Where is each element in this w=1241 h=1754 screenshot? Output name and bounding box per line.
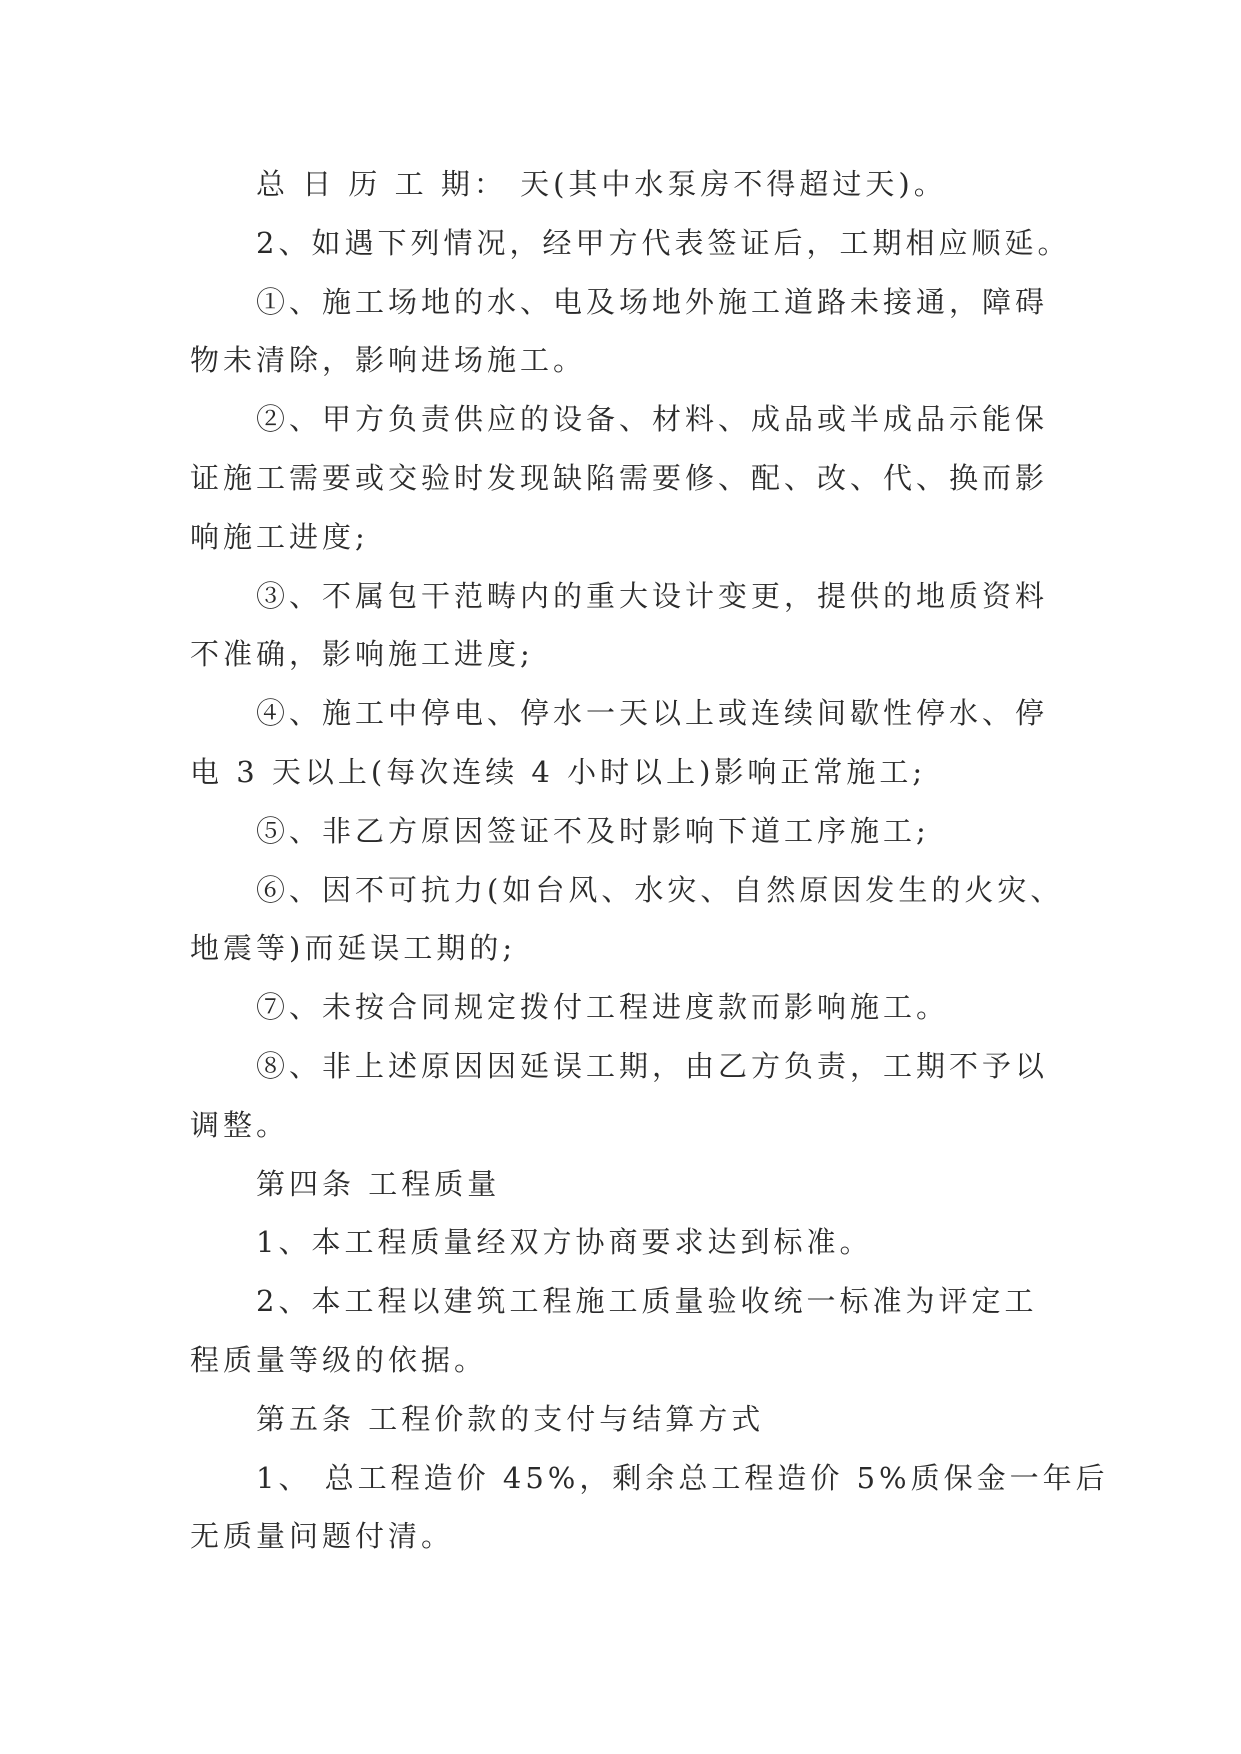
document-body: [190, 155, 1109, 1566]
text-line-item-5: ⑤、非乙方原因签证不及时影响下道工序施工;: [256, 813, 930, 848]
text-line-quality-2b: 程质量等级的依据。: [190, 1342, 488, 1377]
section-heading-article-5: 第五条 工程价款的支付与结算方式: [256, 1401, 765, 1436]
text-line-item-2b: 证施工需要或交验时发现缺陷需要修、配、改、代、换而影: [190, 460, 1049, 495]
text-line-payment-1b: 无质量问题付清。: [190, 1519, 455, 1554]
text-line-payment-1a: 1、 总工程造价 45%，剩余总工程造价 5%质保金一年后: [256, 1460, 1109, 1495]
text-line-item-1a: ①、施工场地的水、电及场地外施工道路未接通，障碍: [256, 284, 1049, 319]
text-line-item-1b: 物未清除，影响进场施工。: [190, 343, 587, 378]
text-line-item-4b: 电 3 天以上(每次连续 4 小时以上)影响正常施工;: [190, 754, 927, 789]
text-line-period-total: 总 日 历 工 期： 天(其中水泵房不得超过天)。: [256, 167, 947, 201]
text-line-item-3a: ③、不属包干范畴内的重大设计变更，提供的地质资料: [256, 578, 1049, 613]
text-line-item-4a: ④、施工中停电、停水一天以上或连续间歇性停水、停: [256, 696, 1049, 731]
text-line-item-6a: ⑥、因不可抗力(如台风、水灾、自然原因发生的火灾、: [256, 872, 1064, 907]
text-line-item-2c: 响施工进度;: [190, 519, 369, 554]
text-line-quality-1: 1、本工程质量经双方协商要求达到标准。: [256, 1225, 873, 1260]
text-line-item-8b: 调整。: [190, 1107, 290, 1142]
section-heading-article-4: 第四条 工程质量: [256, 1166, 501, 1201]
text-line-quality-2a: 2、本工程以建筑工程施工质量验收统一标准为评定工: [256, 1284, 1038, 1319]
text-line-item-6b: 地震等)而延误工期的;: [190, 931, 517, 966]
text-line-item-3b: 不准确，影响施工进度;: [190, 637, 534, 672]
text-line-item-8a: ⑧、非上述原因因延误工期，由乙方负责，工期不予以: [256, 1048, 1049, 1083]
text-line-extension-intro: 2、如遇下列情况，经甲方代表签证后，工期相应顺延。: [256, 225, 1071, 260]
text-line-item-2a: ②、甲方负责供应的设备、材料、成品或半成品示能保: [256, 402, 1049, 437]
text-line-item-7: ⑦、未按合同规定拨付工程进度款而影响施工。: [256, 990, 950, 1025]
